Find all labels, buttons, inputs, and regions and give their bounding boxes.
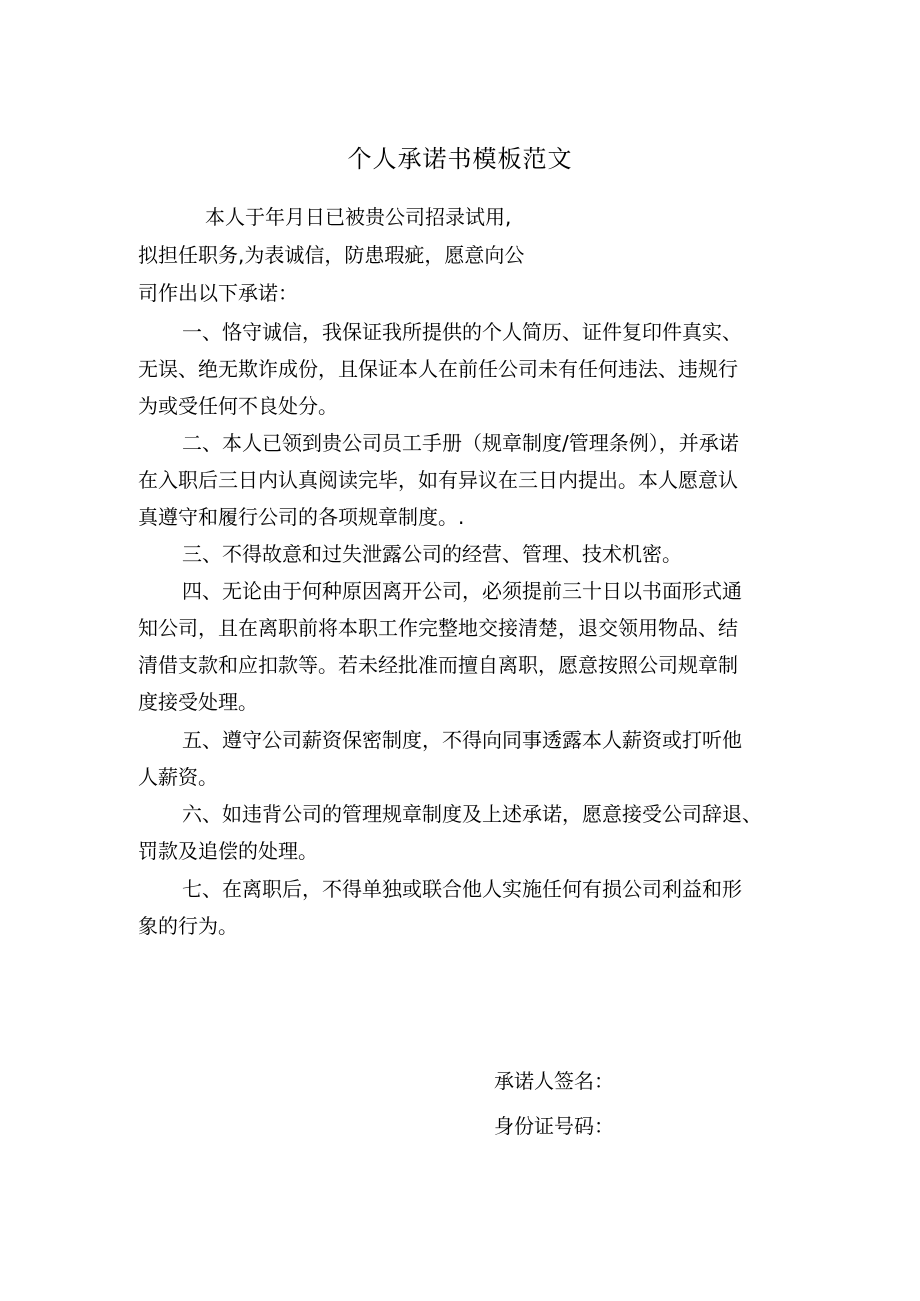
item-3-line-1: 三、不得故意和过失泄露公司的经营、管理、技术机密。 bbox=[182, 542, 682, 566]
id-number-label: 身份证号码： bbox=[494, 1114, 614, 1138]
item-6-line-2: 罚款及追偿的处理。 bbox=[138, 839, 318, 863]
intro-line-2: 拟担任职务,为表诚信，防患瑕疵，愿意向公 bbox=[138, 243, 525, 267]
item-4-line-3: 清借支款和应扣款等。若未经批准而擅自离职，愿意按照公司规章制 bbox=[138, 653, 738, 677]
item-5-line-2: 人薪资。 bbox=[138, 765, 218, 789]
signer-signature-label: 承诺人签名： bbox=[494, 1069, 614, 1093]
intro-line-1: 本人于年月日已被贵公司招录试用, bbox=[205, 205, 512, 229]
item-7-line-2: 象的行为。 bbox=[138, 914, 238, 938]
intro-line-3: 司作出以下承诺： bbox=[138, 281, 298, 305]
item-4-line-4: 度接受处理。 bbox=[138, 690, 258, 714]
item-1-line-2: 无误、绝无欺诈成份，且保证本人在前任公司未有任何违法、违规行 bbox=[138, 357, 738, 381]
item-2-line-2: 在入职后三日内认真阅读完毕，如有异议在三日内提出。本人愿意认 bbox=[138, 468, 738, 492]
item-4-line-2: 知公司，且在离职前将本职工作完整地交接清楚，退交领用物品、结 bbox=[138, 616, 738, 640]
page-title: 个人承诺书模板范文 bbox=[347, 145, 573, 173]
item-1-line-1: 一、恪守诚信，我保证我所提供的个人简历、证件复印件真实、 bbox=[182, 320, 742, 344]
item-6-line-1: 六、如违背公司的管理规章制度及上述承诺，愿意接受公司辞退、 bbox=[182, 802, 762, 826]
item-1-line-3: 为或受任何不良处分。 bbox=[138, 394, 338, 418]
item-5-line-1: 五、遵守公司薪资保密制度，不得向同事透露本人薪资或打听他 bbox=[182, 728, 742, 752]
item-2-line-1: 二、本人已领到贵公司员工手册（规章制度/管理条例），并承诺 bbox=[182, 431, 739, 455]
item-7-line-1: 七、在离职后，不得单独或联合他人实施任何有损公司利益和形 bbox=[182, 877, 742, 901]
item-4-line-1: 四、无论由于何种原因离开公司，必须提前三十日以书面形式通 bbox=[182, 579, 742, 603]
item-2-line-3: 真遵守和履行公司的各项规章制度。. bbox=[138, 505, 465, 529]
